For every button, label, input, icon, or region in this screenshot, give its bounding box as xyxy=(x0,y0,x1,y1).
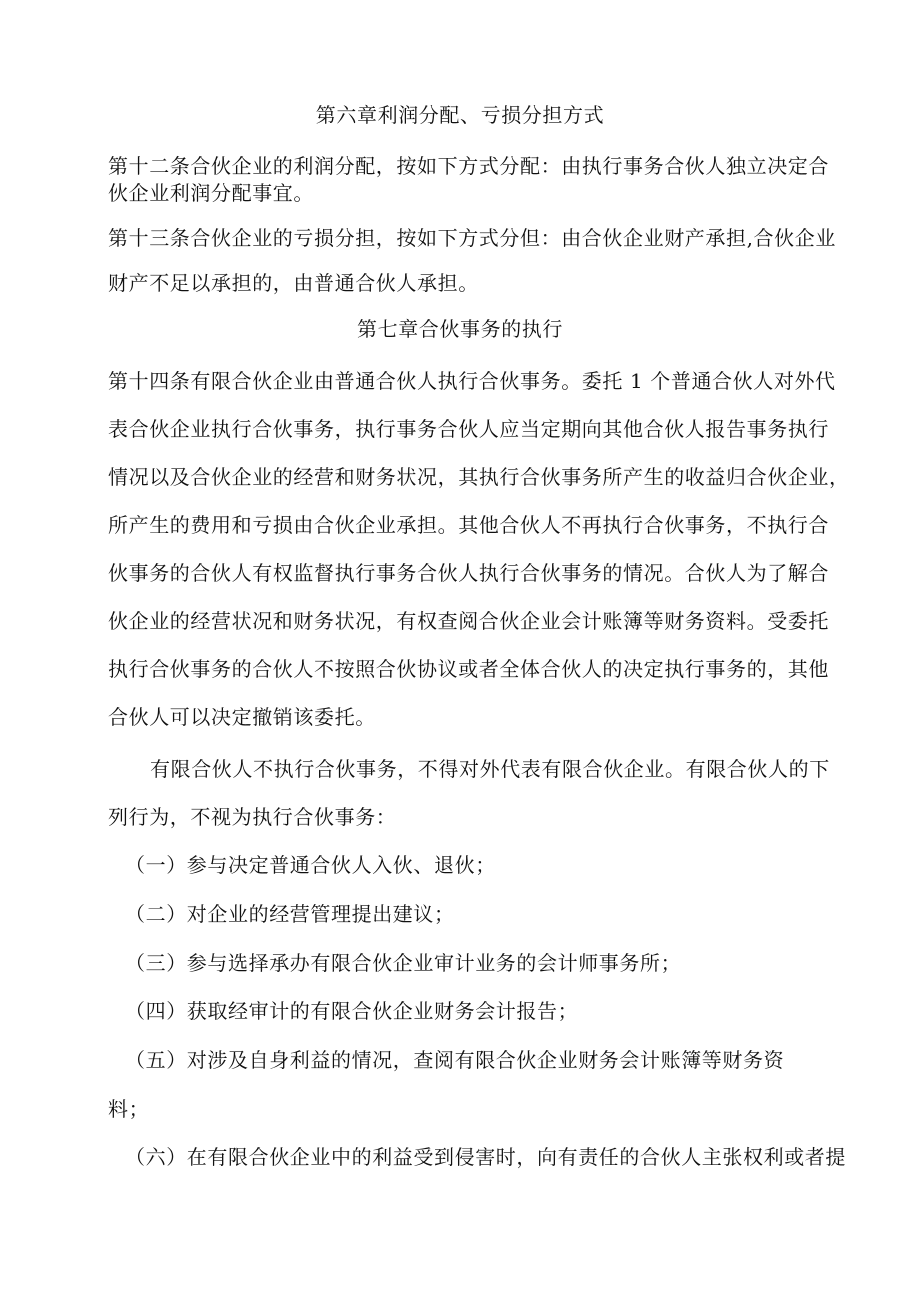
article-14-line-2: 表合伙企业执行合伙事务，执行事务合伙人应当定期向其他合伙人报告事务执行 xyxy=(108,417,829,441)
article-12-line-2: 伙企业利润分配事宜。 xyxy=(108,181,314,205)
article-14-line-5: 伙事务的合伙人有权监督执行事务合伙人执行合伙事务的情况。合伙人为了解合 xyxy=(108,561,829,585)
article-14-line-6: 伙企业的经营状况和财务状况，有权查阅合伙企业会计账簿等财务资料。受委托 xyxy=(108,609,829,633)
chapter-7-title: 第七章合伙事务的执行 xyxy=(357,317,563,341)
article-14-line-4: 所产生的费用和亏损由合伙企业承担。其他合伙人不再执行合伙事务，不执行合 xyxy=(108,513,829,537)
limited-partner-line-1: 有限合伙人不执行合伙事务，不得对外代表有限合伙企业。有限合伙人的下 xyxy=(150,757,830,781)
article-14-line-1: 第十四条有限合伙企业由普通合伙人执行合伙事务。委托 1 个普通合伙人对外代 xyxy=(108,369,836,393)
article-12-line-1: 第十二条合伙企业的利润分配，按如下方式分配：由执行事务合伙人独立决定合 xyxy=(108,154,829,178)
list-item-1: （一）参与决定普通合伙人入伙、退伙； xyxy=(125,853,496,877)
article-14-line-3: 情况以及合伙企业的经营和财务状况，其执行合伙事务所产生的收益归合伙企业， xyxy=(108,465,850,489)
list-item-5-line-2: 料； xyxy=(108,1097,150,1121)
list-item-3: （三）参与选择承办有限合伙企业审计业务的会计师事务所； xyxy=(125,951,682,975)
list-item-4: （四）获取经审计的有限合伙企业财务会计报告； xyxy=(125,999,579,1023)
list-item-6: （六）在有限合伙企业中的利益受到侵害时，向有责任的合伙人主张权利或者提 xyxy=(125,1145,846,1169)
chapter-6-title: 第六章利润分配、亏损分担方式 xyxy=(315,103,605,127)
list-item-2: （二）对企业的经营管理提出建议； xyxy=(125,902,455,926)
list-item-5-line-1: （五）对涉及自身利益的情况，查阅有限合伙企业财务会计账簿等财务资 xyxy=(125,1048,785,1072)
article-14-line-7: 执行合伙事务的合伙人不按照合伙协议或者全体合伙人的决定执行事务的，其他 xyxy=(108,657,829,681)
article-13-line-1: 第十三条合伙企业的亏损分担，按如下方式分但：由合伙企业财产承担,合伙企业 xyxy=(108,226,836,250)
article-13-line-2: 财产不足以承担的，由普通合伙人承担。 xyxy=(108,271,479,295)
article-14-line-8: 合伙人可以决定撤销该委托。 xyxy=(108,705,376,729)
limited-partner-line-2: 列行为，不视为执行合伙事务： xyxy=(108,805,397,829)
